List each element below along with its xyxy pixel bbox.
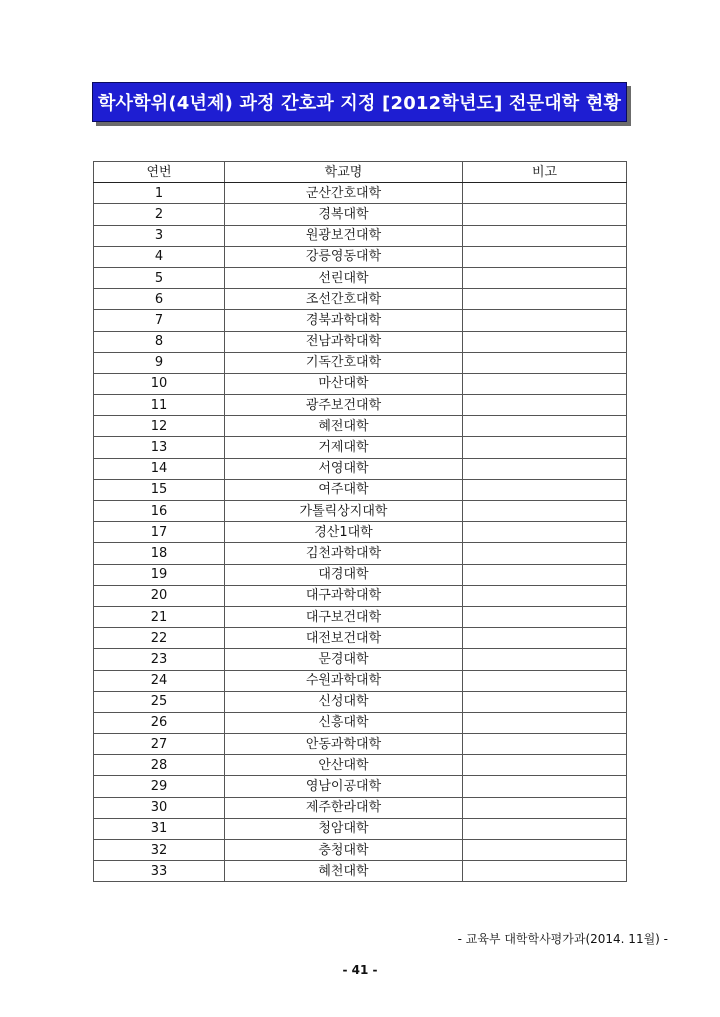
table-row	[94, 649, 627, 670]
cell-note	[463, 564, 627, 585]
source-note: - 교육부 대학학사평가과(2014. 11월) -	[457, 932, 668, 946]
table-row	[94, 501, 627, 522]
cell-number: 30	[94, 797, 225, 818]
cell-note	[463, 818, 627, 839]
cell-note	[463, 691, 627, 712]
table-row	[94, 564, 627, 585]
header-number: 연번	[94, 162, 225, 183]
cell-number: 29	[94, 776, 225, 797]
cell-number: 7	[94, 310, 225, 331]
cell-number: 33	[94, 861, 225, 882]
cell-note	[463, 458, 627, 479]
cell-number: 23	[94, 649, 225, 670]
cell-note	[463, 289, 627, 310]
cell-note	[463, 373, 627, 394]
cell-number: 27	[94, 734, 225, 755]
cell-number: 20	[94, 585, 225, 606]
cell-number: 4	[94, 246, 225, 267]
cell-note	[463, 670, 627, 691]
cell-number: 15	[94, 479, 225, 500]
cell-school-name: 제주한라대학	[225, 797, 463, 818]
cell-number: 16	[94, 501, 225, 522]
cell-number: 17	[94, 522, 225, 543]
table-row	[94, 734, 627, 755]
table-header-row	[94, 162, 627, 183]
cell-number: 10	[94, 373, 225, 394]
cell-number: 21	[94, 606, 225, 627]
cell-note	[463, 267, 627, 288]
cell-note	[463, 204, 627, 225]
table-row	[94, 479, 627, 500]
cell-note	[463, 606, 627, 627]
cell-school-name: 광주보건대학	[225, 395, 463, 416]
table-row	[94, 840, 627, 861]
page-title: 학사학위(4년제) 과정 간호과 지정 [2012학년도] 전문대학 현황	[92, 82, 627, 122]
cell-number: 32	[94, 840, 225, 861]
cell-school-name: 가톨릭상지대학	[225, 501, 463, 522]
cell-note	[463, 776, 627, 797]
cell-number: 5	[94, 267, 225, 288]
cell-school-name: 신흥대학	[225, 712, 463, 733]
cell-school-name: 선린대학	[225, 267, 463, 288]
cell-school-name: 안산대학	[225, 755, 463, 776]
cell-school-name: 거제대학	[225, 437, 463, 458]
cell-school-name: 혜천대학	[225, 861, 463, 882]
cell-school-name: 경복대학	[225, 204, 463, 225]
table-row	[94, 458, 627, 479]
cell-school-name: 강릉영동대학	[225, 246, 463, 267]
cell-number: 28	[94, 755, 225, 776]
table-row	[94, 310, 627, 331]
cell-school-name: 전남과학대학	[225, 331, 463, 352]
table-row	[94, 585, 627, 606]
cell-number: 25	[94, 691, 225, 712]
cell-note	[463, 310, 627, 331]
cell-number: 19	[94, 564, 225, 585]
cell-school-name: 문경대학	[225, 649, 463, 670]
cell-note	[463, 501, 627, 522]
cell-school-name: 대구과학대학	[225, 585, 463, 606]
cell-school-name: 원광보건대학	[225, 225, 463, 246]
cell-note	[463, 585, 627, 606]
cell-school-name: 안동과학대학	[225, 734, 463, 755]
cell-note	[463, 416, 627, 437]
cell-number: 14	[94, 458, 225, 479]
cell-note	[463, 649, 627, 670]
cell-number: 1	[94, 183, 225, 204]
cell-number: 2	[94, 204, 225, 225]
cell-school-name: 군산간호대학	[225, 183, 463, 204]
cell-number: 9	[94, 352, 225, 373]
page-number: - 41 -	[342, 963, 378, 977]
cell-number: 12	[94, 416, 225, 437]
college-table	[93, 161, 627, 882]
table-row	[94, 797, 627, 818]
table-row	[94, 712, 627, 733]
cell-note	[463, 352, 627, 373]
cell-note	[463, 183, 627, 204]
cell-note	[463, 840, 627, 861]
cell-school-name: 경북과학대학	[225, 310, 463, 331]
cell-school-name: 대구보건대학	[225, 606, 463, 627]
cell-school-name: 기독간호대학	[225, 352, 463, 373]
cell-note	[463, 734, 627, 755]
table-row	[94, 437, 627, 458]
table-row	[94, 352, 627, 373]
cell-school-name: 김천과학대학	[225, 543, 463, 564]
table-row	[94, 183, 627, 204]
table-row	[94, 818, 627, 839]
table-row	[94, 861, 627, 882]
cell-note	[463, 797, 627, 818]
table-row	[94, 606, 627, 627]
cell-number: 22	[94, 628, 225, 649]
cell-number: 31	[94, 818, 225, 839]
cell-note	[463, 543, 627, 564]
cell-number: 8	[94, 331, 225, 352]
cell-school-name: 대경대학	[225, 564, 463, 585]
cell-number: 26	[94, 712, 225, 733]
cell-school-name: 대전보건대학	[225, 628, 463, 649]
table-row	[94, 416, 627, 437]
cell-school-name: 영남이공대학	[225, 776, 463, 797]
cell-note	[463, 861, 627, 882]
header-note: 비고	[463, 162, 627, 183]
cell-school-name: 마산대학	[225, 373, 463, 394]
cell-school-name: 혜전대학	[225, 416, 463, 437]
cell-school-name: 수원과학대학	[225, 670, 463, 691]
table-row	[94, 225, 627, 246]
table-row	[94, 331, 627, 352]
table-row	[94, 289, 627, 310]
cell-note	[463, 628, 627, 649]
table-row	[94, 776, 627, 797]
cell-number: 11	[94, 395, 225, 416]
table-row	[94, 522, 627, 543]
cell-note	[463, 712, 627, 733]
table-row	[94, 395, 627, 416]
cell-note	[463, 755, 627, 776]
table-row	[94, 691, 627, 712]
cell-note	[463, 246, 627, 267]
cell-note	[463, 522, 627, 543]
cell-school-name: 조선간호대학	[225, 289, 463, 310]
table-row	[94, 543, 627, 564]
cell-note	[463, 479, 627, 500]
cell-note	[463, 395, 627, 416]
cell-number: 18	[94, 543, 225, 564]
header-school-name: 학교명	[225, 162, 463, 183]
table-row	[94, 755, 627, 776]
table-row	[94, 670, 627, 691]
table-row	[94, 628, 627, 649]
cell-school-name: 충청대학	[225, 840, 463, 861]
table-row	[94, 267, 627, 288]
cell-school-name: 청암대학	[225, 818, 463, 839]
table-row	[94, 246, 627, 267]
table-row	[94, 373, 627, 394]
cell-school-name: 서영대학	[225, 458, 463, 479]
cell-number: 13	[94, 437, 225, 458]
cell-number: 6	[94, 289, 225, 310]
cell-school-name: 경산1대학	[225, 522, 463, 543]
table-row	[94, 204, 627, 225]
table-body	[94, 183, 627, 882]
cell-number: 24	[94, 670, 225, 691]
cell-note	[463, 225, 627, 246]
cell-school-name: 여주대학	[225, 479, 463, 500]
cell-school-name: 신성대학	[225, 691, 463, 712]
cell-note	[463, 437, 627, 458]
cell-number: 3	[94, 225, 225, 246]
cell-note	[463, 331, 627, 352]
